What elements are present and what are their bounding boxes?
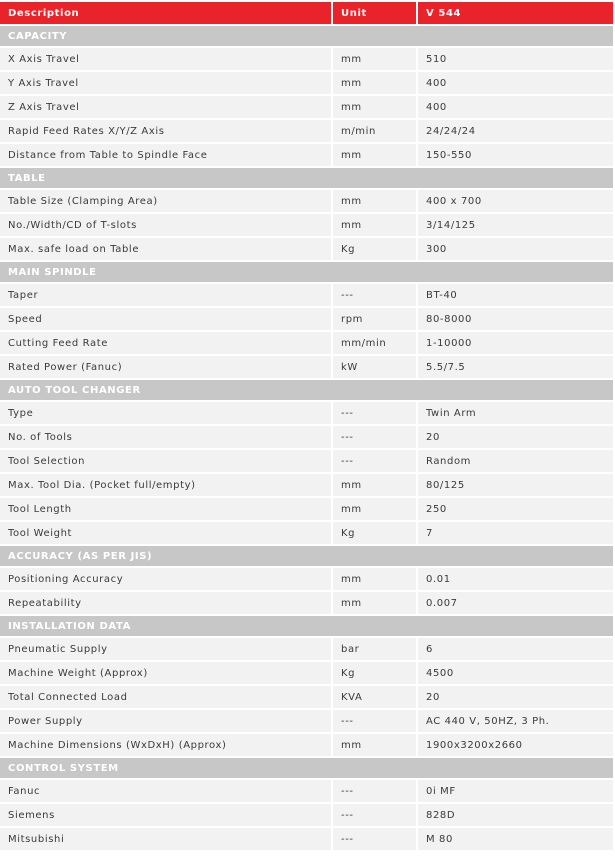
table-row xyxy=(0,214,613,238)
row-unit: mm xyxy=(333,48,418,70)
row-value: M 80 xyxy=(418,828,613,850)
table-row xyxy=(0,828,613,852)
row-value: 4500 xyxy=(418,662,613,684)
table-row xyxy=(0,120,613,144)
row-description: Max. Tool Dia. (Pocket full/empty) xyxy=(0,474,333,496)
row-unit: rpm xyxy=(333,308,418,330)
row-value: Twin Arm xyxy=(418,402,613,424)
section-header xyxy=(0,380,613,402)
row-unit: --- xyxy=(333,780,418,802)
row-description: Rapid Feed Rates X/Y/Z Axis xyxy=(0,120,333,142)
table-row xyxy=(0,402,613,426)
row-value: 0i MF xyxy=(418,780,613,802)
row-value: 1900x3200x2660 xyxy=(418,734,613,756)
table-row xyxy=(0,734,613,758)
table-row xyxy=(0,144,613,168)
section-title: AUTO TOOL CHANGER xyxy=(0,380,613,400)
row-value: 7 xyxy=(418,522,613,544)
row-value: 1-10000 xyxy=(418,332,613,354)
section-title: ACCURACY (AS PER JIS) xyxy=(0,546,613,566)
row-value: 80-8000 xyxy=(418,308,613,330)
table-row xyxy=(0,238,613,262)
row-description: Distance from Table to Spindle Face xyxy=(0,144,333,166)
row-unit: mm xyxy=(333,474,418,496)
header-description: Description xyxy=(0,2,333,24)
row-description: Positioning Accuracy xyxy=(0,568,333,590)
row-value: 510 xyxy=(418,48,613,70)
row-description: Speed xyxy=(0,308,333,330)
row-unit: mm xyxy=(333,190,418,212)
row-description: Mitsubishi xyxy=(0,828,333,850)
section-title: INSTALLATION DATA xyxy=(0,616,613,636)
table-row xyxy=(0,356,613,380)
row-unit: mm xyxy=(333,568,418,590)
row-unit: kW xyxy=(333,356,418,378)
row-unit: Kg xyxy=(333,238,418,260)
table-row xyxy=(0,522,613,546)
table-row xyxy=(0,474,613,498)
table-row xyxy=(0,308,613,332)
row-unit: --- xyxy=(333,426,418,448)
row-description: Total Connected Load xyxy=(0,686,333,708)
row-unit: m/min xyxy=(333,120,418,142)
row-value: 400 x 700 xyxy=(418,190,613,212)
row-description: No. of Tools xyxy=(0,426,333,448)
row-unit: mm xyxy=(333,734,418,756)
table-row xyxy=(0,638,613,662)
row-description: Tool Selection xyxy=(0,450,333,472)
row-value: 300 xyxy=(418,238,613,260)
row-value: BT-40 xyxy=(418,284,613,306)
header-model: V 544 xyxy=(418,2,613,24)
row-value: 20 xyxy=(418,426,613,448)
row-value: AC 440 V, 50HZ, 3 Ph. xyxy=(418,710,613,732)
section-title: CAPACITY xyxy=(0,26,613,46)
row-value: 80/125 xyxy=(418,474,613,496)
section-header xyxy=(0,758,613,780)
row-value: 24/24/24 xyxy=(418,120,613,142)
row-description: Power Supply xyxy=(0,710,333,732)
table-row xyxy=(0,332,613,356)
row-description: Z Axis Travel xyxy=(0,96,333,118)
row-unit: mm xyxy=(333,498,418,520)
table-row xyxy=(0,48,613,72)
row-description: No./Width/CD of T-slots xyxy=(0,214,333,236)
section-header xyxy=(0,546,613,568)
row-unit: --- xyxy=(333,450,418,472)
section-title: TABLE xyxy=(0,168,613,188)
row-value: 400 xyxy=(418,96,613,118)
row-unit: mm xyxy=(333,214,418,236)
section-header xyxy=(0,168,613,190)
header-unit: Unit xyxy=(333,2,418,24)
table-row xyxy=(0,284,613,308)
row-unit: mm xyxy=(333,592,418,614)
row-description: Tool Length xyxy=(0,498,333,520)
row-value: 5.5/7.5 xyxy=(418,356,613,378)
row-description: Fanuc xyxy=(0,780,333,802)
row-description: Siemens xyxy=(0,804,333,826)
row-value: 0.007 xyxy=(418,592,613,614)
row-description: Taper xyxy=(0,284,333,306)
row-unit: KVA xyxy=(333,686,418,708)
table-row xyxy=(0,592,613,616)
table-row xyxy=(0,710,613,734)
row-value: 150-550 xyxy=(418,144,613,166)
row-unit: Kg xyxy=(333,522,418,544)
row-value: 20 xyxy=(418,686,613,708)
row-description: Tool Weight xyxy=(0,522,333,544)
row-unit: mm xyxy=(333,72,418,94)
row-unit: mm xyxy=(333,144,418,166)
row-description: X Axis Travel xyxy=(0,48,333,70)
row-unit: --- xyxy=(333,804,418,826)
table-row xyxy=(0,662,613,686)
row-description: Rated Power (Fanuc) xyxy=(0,356,333,378)
table-row xyxy=(0,498,613,522)
table-row xyxy=(0,804,613,828)
table-row xyxy=(0,450,613,474)
row-value: 0.01 xyxy=(418,568,613,590)
table-row xyxy=(0,568,613,592)
row-value: 250 xyxy=(418,498,613,520)
row-unit: bar xyxy=(333,638,418,660)
row-description: Type xyxy=(0,402,333,424)
row-unit: mm/min xyxy=(333,332,418,354)
row-value: 3/14/125 xyxy=(418,214,613,236)
row-value: 6 xyxy=(418,638,613,660)
section-header xyxy=(0,262,613,284)
row-description: Pneumatic Supply xyxy=(0,638,333,660)
row-description: Machine Weight (Approx) xyxy=(0,662,333,684)
spec-table xyxy=(0,2,613,852)
row-description: Y Axis Travel xyxy=(0,72,333,94)
table-header-row xyxy=(0,2,613,26)
table-body xyxy=(0,26,613,852)
row-unit: --- xyxy=(333,828,418,850)
section-title: CONTROL SYSTEM xyxy=(0,758,613,778)
section-title: MAIN SPINDLE xyxy=(0,262,613,282)
table-row xyxy=(0,426,613,450)
row-value: 400 xyxy=(418,72,613,94)
row-unit: Kg xyxy=(333,662,418,684)
row-description: Cutting Feed Rate xyxy=(0,332,333,354)
row-description: Machine Dimensions (WxDxH) (Approx) xyxy=(0,734,333,756)
row-unit: --- xyxy=(333,284,418,306)
row-description: Max. safe load on Table xyxy=(0,238,333,260)
table-row xyxy=(0,780,613,804)
row-value: 828D xyxy=(418,804,613,826)
row-unit: --- xyxy=(333,710,418,732)
table-row xyxy=(0,72,613,96)
table-row xyxy=(0,96,613,120)
row-unit: mm xyxy=(333,96,418,118)
row-value: Random xyxy=(418,450,613,472)
section-header xyxy=(0,26,613,48)
section-header xyxy=(0,616,613,638)
table-row xyxy=(0,190,613,214)
table-row xyxy=(0,686,613,710)
row-description: Repeatability xyxy=(0,592,333,614)
row-description: Table Size (Clamping Area) xyxy=(0,190,333,212)
row-unit: --- xyxy=(333,402,418,424)
